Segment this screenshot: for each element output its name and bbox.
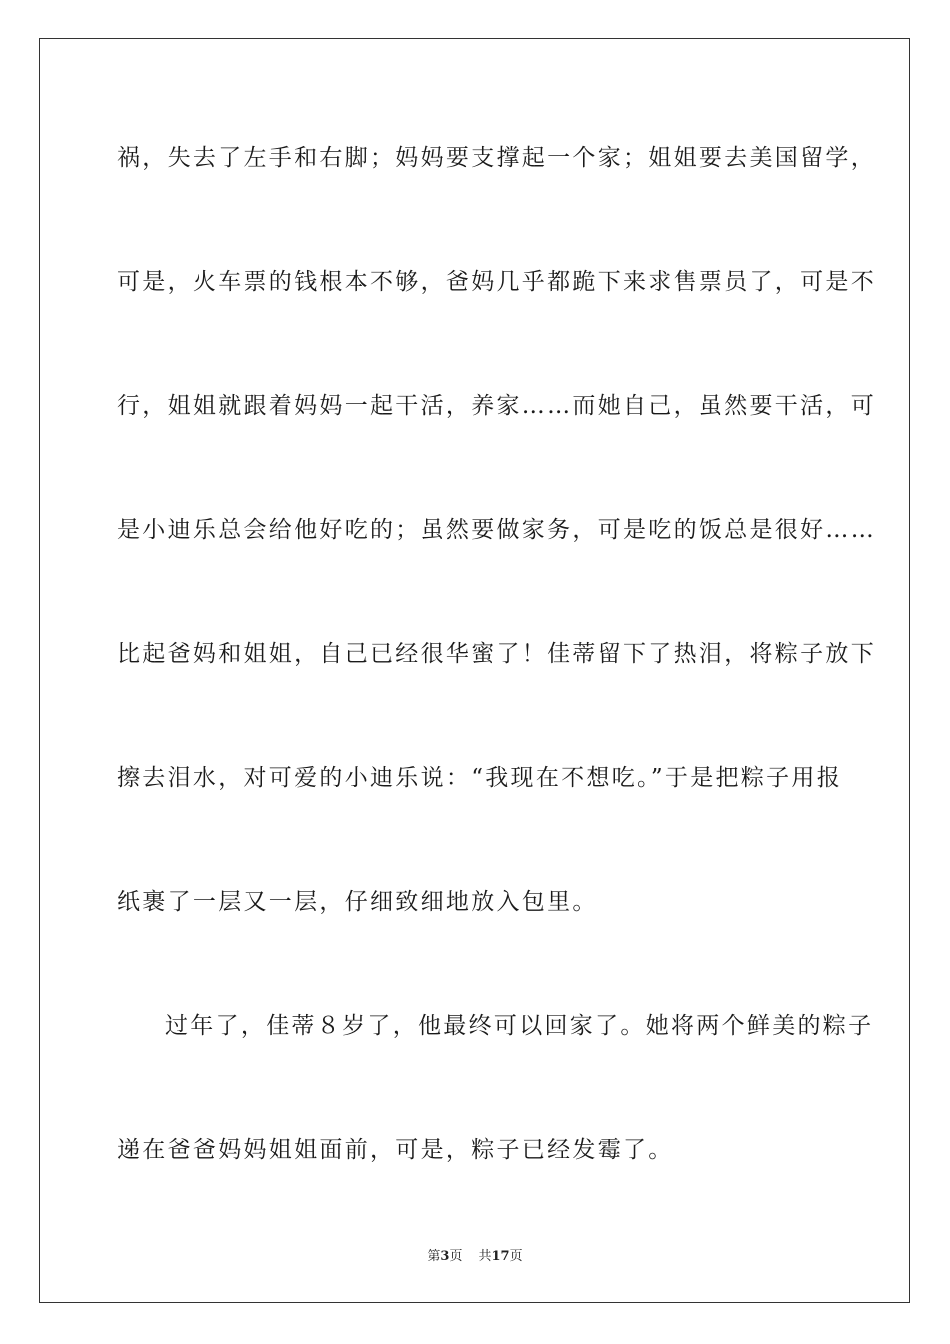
page-footer	[0, 1245, 950, 1264]
text-line-9: 递在爸爸妈妈姐姐面前，可是，粽子已经发霉了。	[117, 1137, 674, 1163]
text-line-7: 纸裹了一层又一层，仔细致细地放入包里。	[117, 889, 598, 915]
document-body	[117, 127, 876, 1243]
total-pages: 17	[491, 1249, 510, 1264]
text-line-5: 比起爸妈和姐姐，自己已经很华蜜了！佳蒂留下了热泪，将粽子放下	[117, 641, 876, 667]
text-line-2: 可是，火车票的钱根本不够，爸妈几乎都跪下来求售票员了，可是不	[117, 269, 876, 295]
text-line-6: 擦去泪水，对可爱的小迪乐说：“我现在不想吃。”于是把粽子用报	[117, 765, 843, 791]
text-line-8: 过年了，佳蒂８岁了，他最终可以回家了。她将两个鲜美的粽子	[165, 1013, 874, 1039]
page-suffix: 页	[449, 1249, 463, 1264]
text-line-3: 行，姐姐就跟着妈妈一起干活，养家……而她自己，虽然要干活，可	[117, 393, 876, 419]
page-number: 3	[440, 1249, 450, 1264]
text-line-1: 祸，失去了左手和右脚；妈妈要支撑起一个家；姐姐要去美国留学，	[117, 145, 876, 171]
text-line-4: 是小迪乐总会给他好吃的；虽然要做家务，可是吃的饭总是很好……	[117, 517, 876, 543]
total-prefix: 共	[478, 1249, 492, 1264]
total-suffix: 页	[509, 1249, 523, 1264]
page-prefix: 第	[427, 1249, 441, 1264]
